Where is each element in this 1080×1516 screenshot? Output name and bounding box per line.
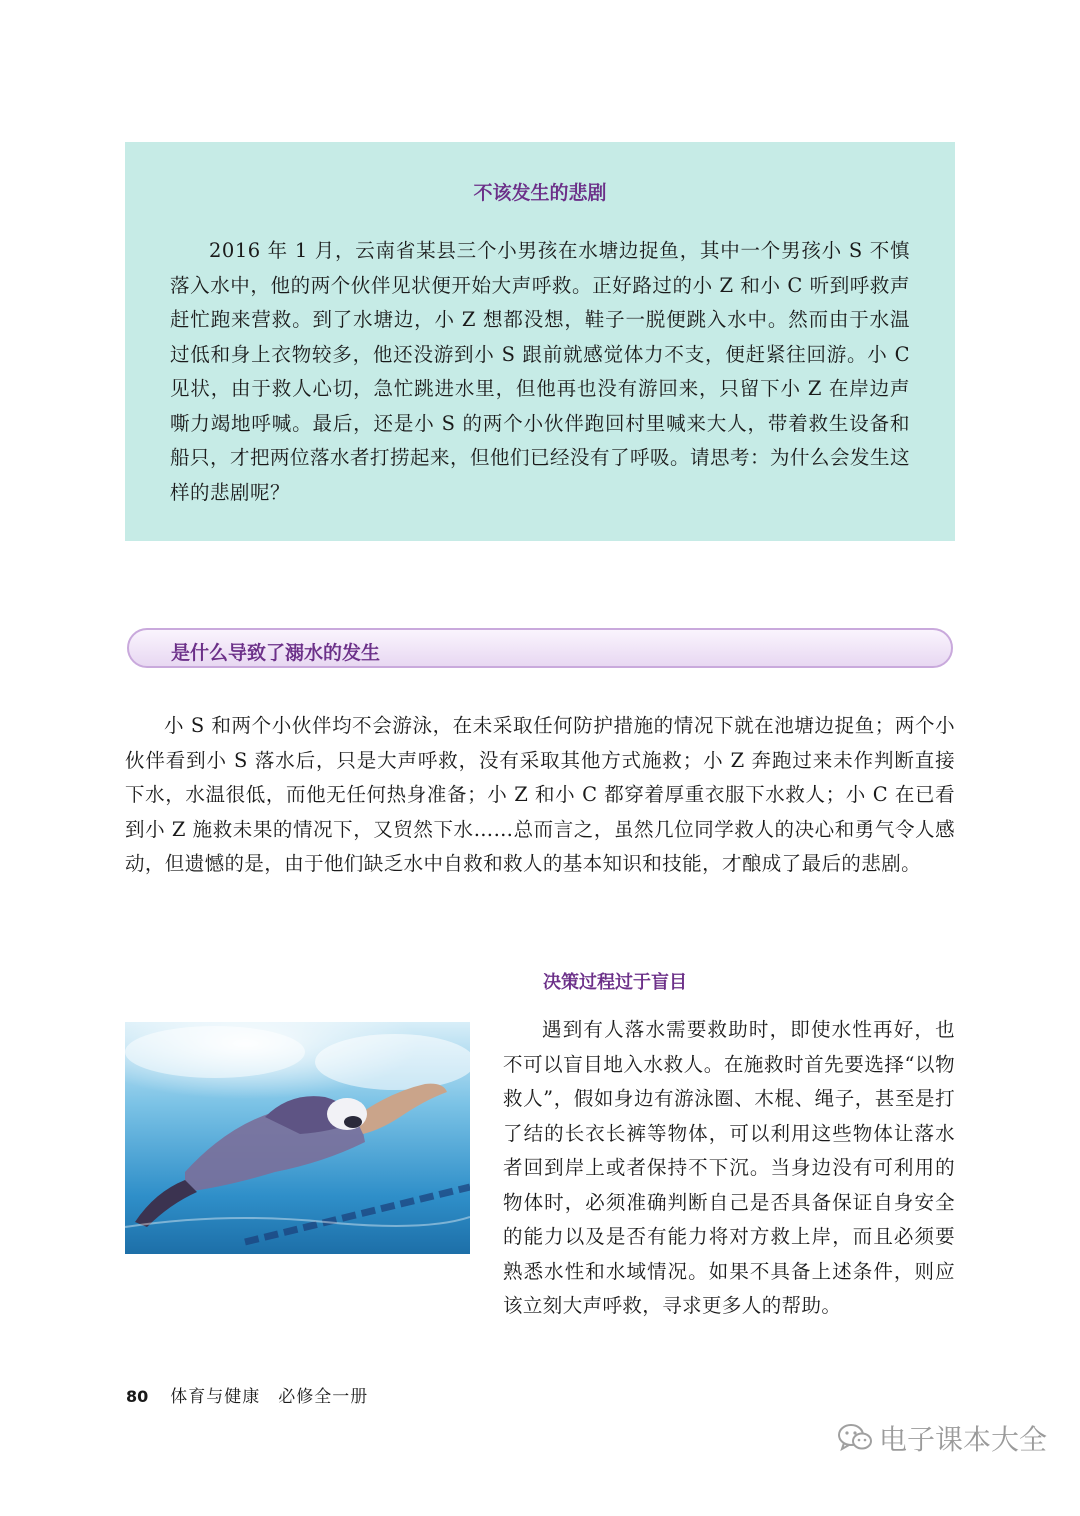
watermark (837, 1418, 1047, 1458)
page-footer (126, 1382, 368, 1407)
wechat-icon (837, 1422, 873, 1454)
case-study-box (125, 142, 955, 541)
section-heading: 是什么导致了溺水的发生 (171, 642, 381, 664)
watermark-text: 电子课本大全 (878, 1423, 1047, 1456)
case-study-body: 2016 年 1 月，云南省某县三个小男孩在水塘边捉鱼，其中一个男孩小 S 不慎落入水中，他的两个伙伴见状便开始大声呼救。正好路过的小 Z 和小 C 听到呼救声赶忙跑来营救。到了水塘边，小 Z 想都没想，鞋子一脱便跳入水中。然而由于水温过低和身上衣物较多，他还没游到小 S 跟前就感觉体力不支，便赶紧往回游。小 C 见状，由于救人心切，急忙跳进水里，但他再也没有游回来，只留下小 Z 在岸边声嘶力竭地呼喊。最后，还是小 S 的两个小伙伴跑回村里喊来大人，带着救生设备和船只，才把两位落水者打捞起来，但他们已经没有了呼吸。请思考：为什么会发生这样的悲剧呢？ (170, 239, 911, 504)
swimmer-photo (125, 1022, 470, 1254)
case-study-title: 不该发生的悲剧 (473, 182, 607, 204)
book-title: 体育与健康 必修全一册 (170, 1387, 369, 1407)
page-number: 80 (126, 1387, 149, 1406)
section-heading-bar (127, 628, 953, 668)
subsection-paragraph: 遇到有人落水需要救助时，即使水性再好，也不可以盲目地入水救人。在施救时首先要选择“以物救人”，假如身边有游泳圈、木棍、绳子，甚至是打了结的长衣长裤等物体，可以利用这些物体让落水者回到岸上或者保持不下沉。当身边没有可利用的物体时，必须准确判断自己是否具备保证自身安全的能力以及是否有能力将对方救上岸，而且必须要熟悉水性和水域情况。如果不具备上述条件，则应该立刻大声呼救，寻求更多人的帮助。 (503, 1018, 955, 1317)
section-paragraph: 小 S 和两个小伙伴均不会游泳，在未采取任何防护措施的情况下就在池塘边捉鱼；两个小伙伴看到小 S 落水后，只是大声呼救，没有采取其他方式施救；小 Z 奔跑过来未作判断直接下水，水温很低，而他无任何热身准备；小 Z 和小 C 都穿着厚重衣服下水救人；小 C 在已看到小 Z 施救未果的情况下，又贸然下水……总而言之，虽然几位同学救人的决心和勇气令人感动，但遗憾的是，由于他们缺乏水中自救和救人的基本知识和技能，才酿成了最后的悲剧。 (125, 714, 955, 875)
subsection-heading: 决策过程过于盲目 (543, 972, 687, 993)
